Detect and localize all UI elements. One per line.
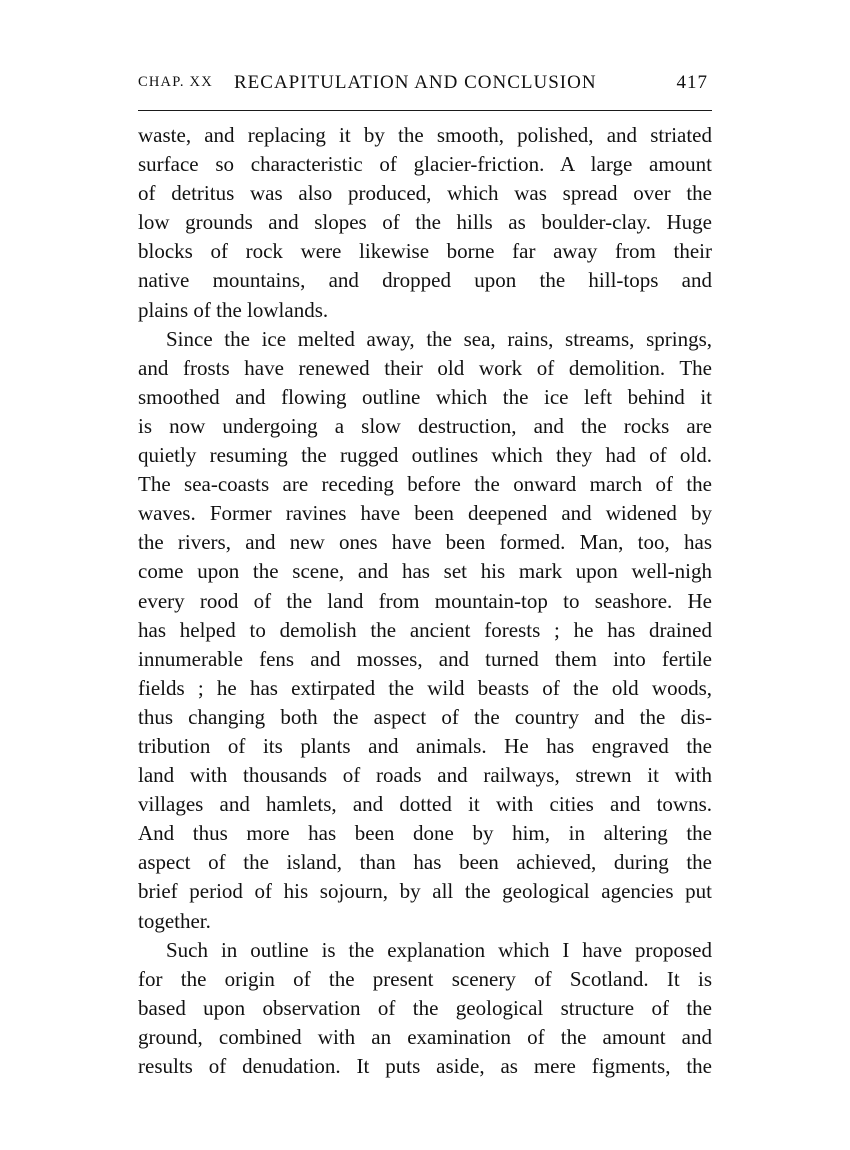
page-number: 417 (676, 72, 708, 93)
text-line: the rivers, and new ones have been formed. Man, too, has (138, 530, 712, 555)
text-line: come upon the scene, and has set his mark upon well-nigh (138, 559, 712, 584)
text-line: quietly resuming the rugged outlines which they had of old. (138, 443, 712, 468)
text-line: innumerable fens and mosses, and turned them into fertile (138, 646, 712, 671)
chapter-title: RECAPITULATION AND CONCLUSION (234, 72, 597, 93)
text-line: every rood of the land from mountain-top to seashore. He (138, 588, 712, 613)
text-line: has helped to demolish the ancient forests ; he has drained (138, 617, 712, 642)
text-line: surface so characteristic of glacier-friction. A large amount (138, 152, 712, 177)
body-text (138, 121, 712, 1081)
text-line: fields ; he has extirpated the wild beasts of the old woods, (138, 675, 712, 700)
text-line: Such in outline is the explanation which I have proposed (166, 937, 712, 962)
paragraph-2 (138, 325, 712, 936)
text-line: plains of the lowlands. (138, 297, 329, 322)
text-line: is now undergoing a slow destruction, and the rocks are (138, 413, 712, 438)
text-line: land with thousands of roads and railways, strewn it with (138, 763, 712, 788)
text-line: villages and hamlets, and dotted it with cities and towns. (138, 792, 712, 817)
text-line: brief period of his sojourn, by all the geological agencies put (138, 879, 712, 904)
text-line: ground, combined with an examination of the amount and (138, 1024, 712, 1049)
header-rule (138, 110, 712, 111)
text-line: waves. Former ravines have been deepened and widened by (138, 501, 712, 526)
running-head (138, 70, 712, 100)
text-line: smoothed and flowing outline which the ice left behind it (138, 384, 712, 409)
text-line: tribution of its plants and animals. He has engraved the (138, 733, 712, 758)
text-line: waste, and replacing it by the smooth, polished, and striated (138, 123, 712, 147)
text-line: together. (138, 908, 211, 933)
text-line: and frosts have renewed their old work of demolition. The (138, 355, 712, 380)
paragraph-3 (138, 936, 712, 1081)
text-line: of detritus was also produced, which was spread over the (138, 181, 712, 206)
text-line: The sea-coasts are receding before the onward march of the (138, 472, 712, 497)
text-line: based upon observation of the geological structure of the (138, 995, 712, 1020)
text-line: And thus more has been done by him, in altering the (138, 821, 712, 846)
text-line: aspect of the island, than has been achieved, during the (138, 850, 712, 875)
chapter-label: CHAP. XX (138, 74, 213, 90)
text-line: native mountains, and dropped upon the hill-tops and (138, 268, 712, 293)
text-line: Since the ice melted away, the sea, rains, streams, springs, (166, 326, 712, 351)
paragraph-1 (138, 121, 712, 325)
text-line: for the origin of the present scenery of Scotland. It is (138, 966, 712, 991)
text-line: blocks of rock were likewise borne far away from their (138, 239, 712, 264)
text-line: thus changing both the aspect of the country and the dis- (138, 704, 712, 729)
text-line: low grounds and slopes of the hills as boulder-clay. Huge (138, 210, 712, 235)
text-line: results of denudation. It puts aside, as mere figments, the (138, 1054, 712, 1078)
